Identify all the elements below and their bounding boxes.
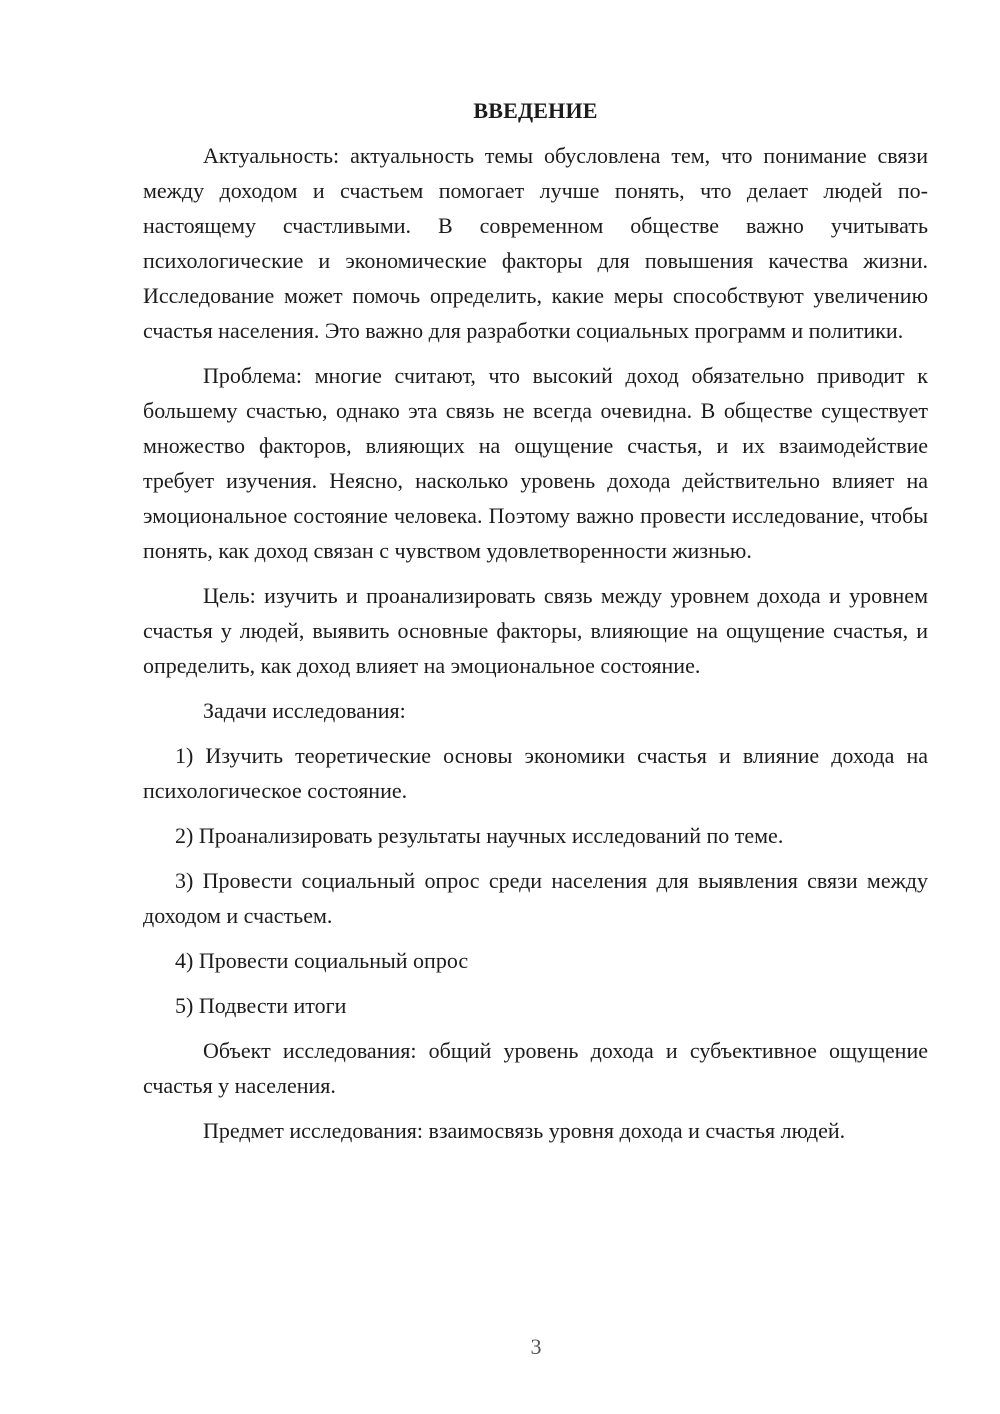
- relevance-paragraph: Актуальность: актуальность темы обусловлена тем, что понимание связи между доходом и счастьем помогает лучше понять, что делает людей по-настоящему счастливыми. В современном обществе важно учитывать психологические и экономические факторы для повышения качества жизни. Исследование может помочь определить, какие меры способствуют увеличению счастья населения. Это важно для разработки социальных программ и политики.: [143, 143, 928, 343]
- object-paragraph: Объект исследования: общий уровень дохода и субъективное ощущение счастья у населения.: [143, 1038, 928, 1098]
- goal-paragraph: Цель: изучить и проанализировать связь между уровнем дохода и уровнем счастья у людей, выявить основные факторы, влияющие на ощущение счастья, и определить, как доход влияет на эмоциональное состояние.: [143, 583, 928, 678]
- task-item-2: 2) Проанализировать результаты научных исследований по теме.: [175, 823, 784, 848]
- tasks-heading: Задачи исследования:: [203, 698, 406, 723]
- task-item-1: 1) Изучить теоретические основы экономики счастья и влияние дохода на психологическое состояние.: [143, 743, 928, 803]
- problem-paragraph: Проблема: многие считают, что высокий доход обязательно приводит к большему счастью, однако эта связь не всегда очевидна. В обществе существует множество факторов, влияющих на ощущение счастья, и их взаимодействие требует изучения. Неясно, насколько уровень дохода действительно влияет на эмоциональное состояние человека. Поэтому важно провести исследование, чтобы понять, как доход связан с чувством удовлетворенности жизнью.: [143, 363, 928, 563]
- page-title: ВВЕДЕНИЕ: [473, 98, 598, 123]
- page-number: 3: [530, 1334, 542, 1359]
- task-item-3: 3) Провести социальный опрос среди населения для выявления связи между доходом и счастьем.: [143, 868, 928, 928]
- task-item-4: 4) Провести социальный опрос: [175, 948, 469, 973]
- subject-paragraph: Предмет исследования: взаимосвязь уровня дохода и счастья людей.: [203, 1118, 846, 1143]
- task-item-5: 5) Подвести итоги: [175, 993, 347, 1018]
- document-page: [143, 96, 928, 1158]
